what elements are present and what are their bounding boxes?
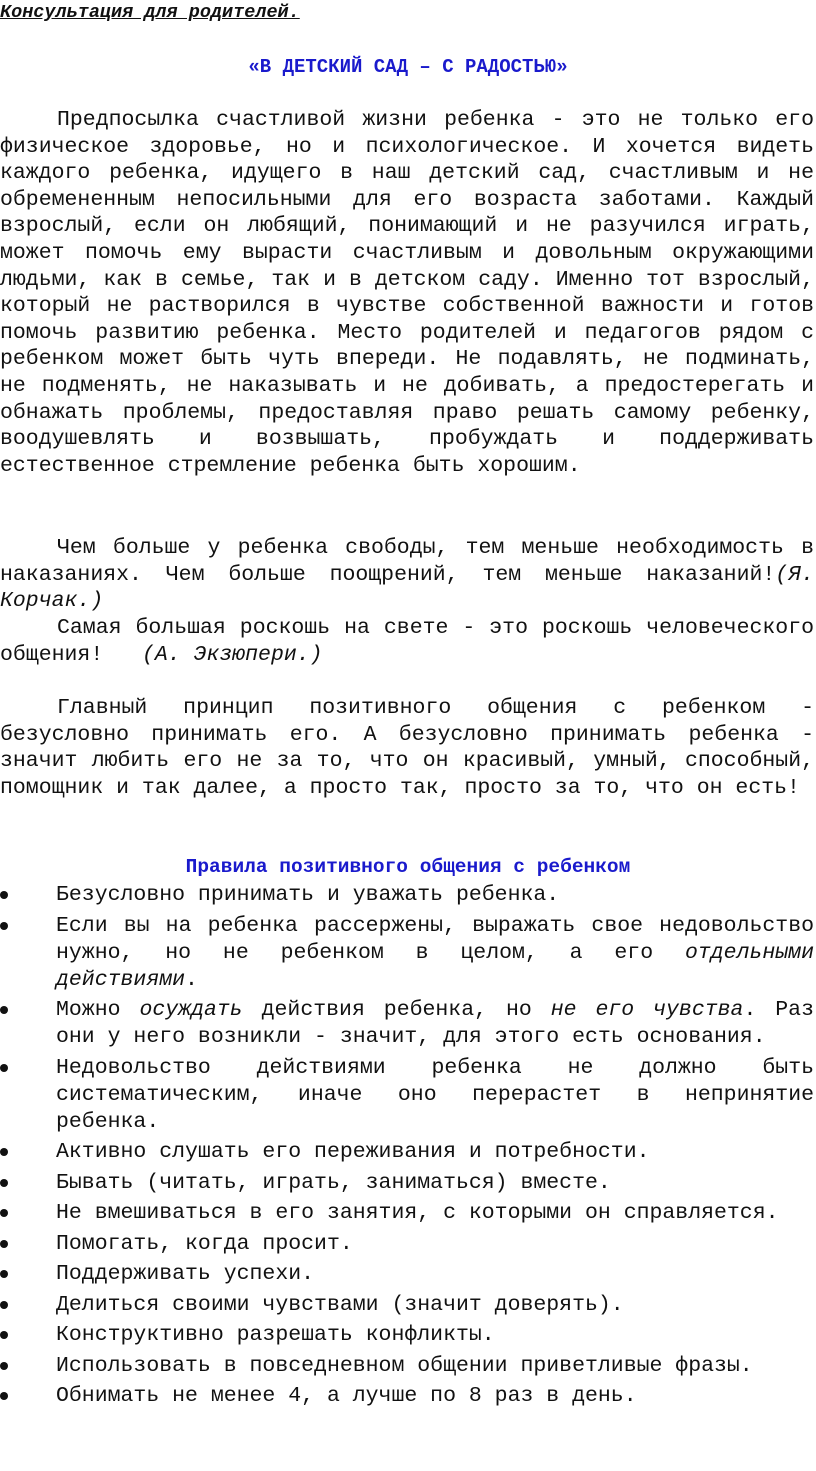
bullet-icon [0, 1392, 8, 1400]
list-item: Обнимать не менее 4, а лучше по 8 раз в день. [0, 1383, 814, 1410]
bullet-icon [0, 1240, 8, 1248]
bullet-icon [0, 1148, 8, 1156]
list-item: Активно слушать его переживания и потребности. [0, 1139, 814, 1166]
bullet-icon [0, 1301, 8, 1309]
list-item: Если вы на ребенка рассержены, выражать свое недовольство нужно, но не ребенком в целом, а его отдельными действиями. [0, 913, 814, 994]
bullet-icon [0, 922, 8, 930]
list-item: Поддерживать успехи. [0, 1261, 814, 1288]
list-item: Конструктивно разрешать конфликты. [0, 1322, 814, 1349]
rules-list [0, 882, 816, 1414]
document-heading: Консультация для родителей. [0, 2, 300, 23]
list-item: Можно осуждать действия ребенка, но не его чувства. Раз они у него возникли - значит, для этого есть основания. [0, 997, 814, 1051]
bullet-icon [0, 1064, 8, 1072]
list-item: Бывать (читать, играть, заниматься) вместе. [0, 1170, 814, 1197]
bullet-icon [0, 1270, 8, 1278]
list-item: Не вмешиваться в его занятия, с которыми он справляется. [0, 1200, 814, 1227]
bullet-icon [0, 891, 8, 899]
quote-exupery [0, 615, 814, 668]
list-item: Недовольство действиями ребенка не должно быть систематическим, иначе оно перерастет в непринятие ребенка. [0, 1055, 814, 1136]
bullet-icon [0, 1331, 8, 1339]
principle-paragraph: Главный принцип позитивного общения с ребенком - безусловно принимать его. А безусловно принимать ребенка - значит любить его не за то, что он красивый, умный, способный, помощник и так далее, а просто так, просто за то, что он есть! [0, 696, 814, 800]
quote-korczak [0, 535, 814, 615]
quote-korczak-author: (Я. Корчак.) [0, 562, 814, 614]
bullet-icon [0, 1209, 8, 1217]
quote-exupery-author: (А. Экзюпери.) [141, 642, 323, 667]
list-item: Безусловно принимать и уважать ребенка. [0, 882, 814, 909]
rules-title: Правила позитивного общения с ребенком [185, 856, 631, 878]
quote-korczak-text: Чем больше у ребенка свободы, тем меньше необходимость в наказаниях. Чем больше поощрений, тем меньше наказаний! [0, 536, 814, 587]
bullet-icon [0, 1362, 8, 1370]
intro-paragraph: Предпосылка счастливой жизни ребенка - это не только его физическое здоровье, но и психологическое. И хочется видеть каждого ребенка, идущего в наш детский сад, счастливым и не обремененным непосильными для его возраста заботами. Каждый взрослый, если он любящий, понимающий и не разучился играть, может помочь ему вырасти счастливым и довольным окружающими людьми, как в семье, так и в детском саду. Именно тот взрослый, который не растворился в чувстве собственной важности и готов помочь развитию ребенка. Место родителей и педагогов рядом с ребенком может быть чуть впереди. Не подавлять, не подминать, не подменять, не наказывать и не добивать, а предостерегать и обнажать проблемы, предоставляя право решать самому ребенку, воодушевлять и возвышать, пробуждать и поддерживать естественное стремление ребенка быть хорошим. [0, 108, 814, 478]
list-item: Помогать, когда просит. [0, 1231, 814, 1258]
quote-exupery-text: Самая большая роскошь на свете - это роскошь человеческого общения! [0, 616, 814, 667]
list-item: Делиться своими чувствами (значит доверять). [0, 1292, 814, 1319]
list-item: Использовать в повседневном общении приветливые фразы. [0, 1353, 814, 1380]
bullet-icon [0, 1179, 8, 1187]
bullet-icon [0, 1006, 8, 1014]
document-title: «В ДЕТСКИЙ САД – С РАДОСТЬЮ» [248, 56, 568, 78]
